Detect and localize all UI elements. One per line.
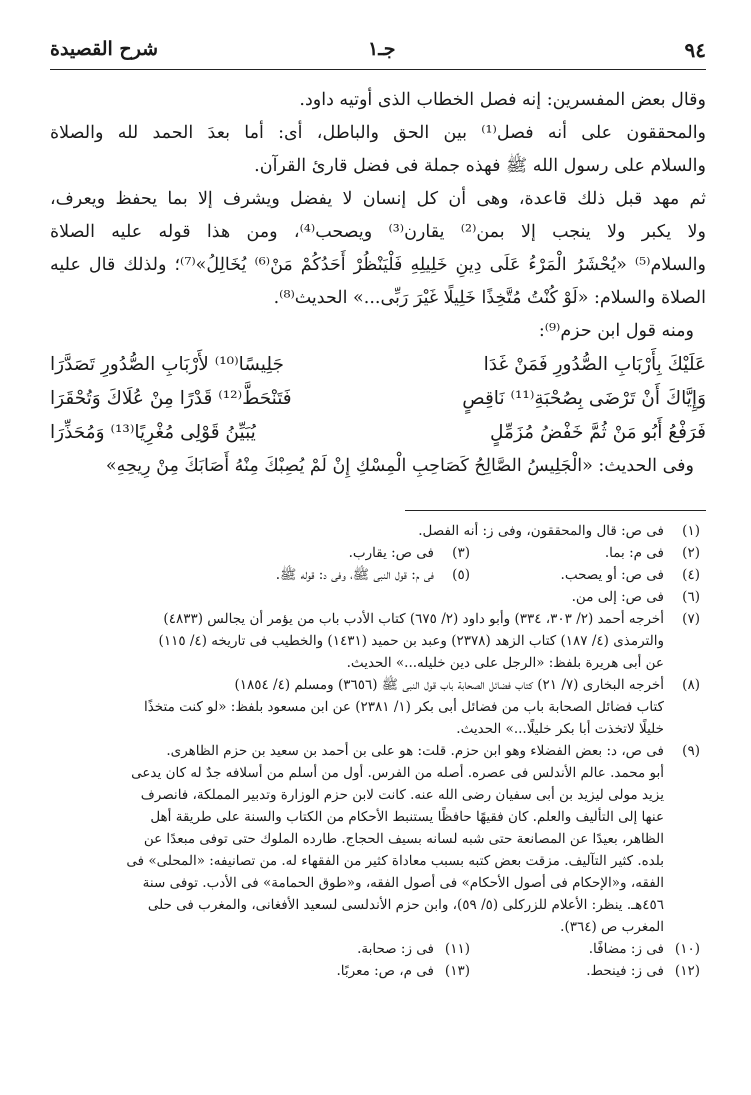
footnote-line: عنها إلى التأليف والعلم. كان فقيهًا حافظًا يستنبط الأحكام من الكتاب والسنة على طريقة أهل (150, 809, 664, 825)
poem-verse (50, 382, 706, 416)
footnote-text: فى م، ص: معربًا. (336, 963, 434, 979)
footnote-text: فى ص: إلى من. (571, 589, 664, 605)
footnote-line: ٤٥٦هـ. ينظر: الأعلام للزركلى (٥/ ٥٩)، وابن حزم الأندلسى لسعيد الأفغانى، والمغرب فى حلى (147, 897, 664, 913)
footnotes (36, 520, 700, 982)
footnote-number: (٢) (682, 545, 700, 561)
footnote-number: (١١) (444, 941, 470, 957)
footnote-line: فى ص، د: بعض الفضلاء وهو ابن حزم. قلت: هو على بن أحمد بن سعيد بن حزم الظاهرى. (166, 743, 664, 759)
verse-second-hemistich: جَلِيسًا⁽¹⁰⁾ لأَرْبَابِ الصُّدُورِ تَصَدَّرَا (50, 354, 284, 375)
footnote-number: (٧) (682, 611, 700, 627)
footnote-number: (٩) (682, 743, 700, 759)
footnote-number: (١٢) (674, 963, 700, 979)
body-line: والسلام على رسول الله ﷺ فهذه جملة فى فضل قارئ القرآن. (254, 156, 706, 176)
footnote-text: فى ص: يقارب. (348, 545, 434, 561)
body-line: الصلاة والسلام: «لَوْ كُنْتُ مُتَّخِذًا خَلِيلًا غَيْرَ رَبِّى...» الحديث⁽⁸⁾. (273, 288, 706, 308)
footnote-line: المغرب ص (٣٦٤). (560, 919, 664, 935)
footnote-text: فى ز: مضافًا. (588, 941, 664, 957)
footnote (36, 520, 700, 542)
footnote (240, 960, 470, 982)
footnote-text: فى م: قول النبى ﷺ، وفى د: قوله ﷺ. (275, 567, 434, 583)
footnote-line: أخرجه البخارى (٧/ ٢١) كتاب فضائل الصحابة باب قول النبى ﷺ (٣٦٥٦) ومسلم (٤/ ١٨٥٤) (234, 677, 664, 693)
footnote-text: فى ز: فينحط. (586, 963, 664, 979)
body-line: وقال بعض المفسرين: إنه فصل الخطاب الذى أوتيه داود. (299, 90, 706, 110)
footnote-number: (٨) (682, 677, 700, 693)
footnote-pair (36, 960, 700, 982)
volume-part: جـ١ (368, 38, 396, 60)
footnote-separator (405, 510, 706, 511)
footnote-pair (36, 542, 700, 564)
footnote (240, 542, 470, 564)
footnote (36, 674, 700, 740)
body-line: وفى الحديث: «الْجَلِيسُ الصَّالِحُ كَصَاحِبِ الْمِسْكِ إِنْ لَمْ يُصِبْكَ مِنْهُ أَصَابَكَ مِنْ رِيحِهِ» (105, 456, 694, 476)
footnote (470, 960, 700, 982)
footnote-text: فى ز: صحابة. (357, 941, 434, 957)
footnote-line: والترمذى (٤/ ١٨٧) كتاب الزهد (٢٣٧٨) وعبد بن حميد (١٤٣١) والخطيب فى تاريخه (٤/ ١١٥) (158, 633, 664, 649)
header-rule (50, 69, 706, 70)
footnote (36, 586, 700, 608)
footnote-number: (٦) (682, 589, 700, 605)
verse-second-hemistich: يُبَيِّنُ قَوْلِى مُغْرِيًا⁽¹³⁾ وَمُحَذِّرَا (50, 422, 256, 443)
footnote (470, 542, 700, 564)
footnote-number: (٤) (682, 567, 700, 583)
footnote-line: أخرجه أحمد (٢/ ٣٠٣، ٣٣٤) وأبو داود (٢/ ٦٧٥) كتاب الأدب باب من يؤمر أن يجالس (٤٨٣٣) (163, 611, 664, 627)
footnote-text: فى م: بما. (604, 545, 664, 561)
footnote-number: (١) (682, 523, 700, 539)
body-line: والمحققون على أنه فصل⁽¹⁾ بين الحق والباطل، أى: أما بعدَ الحمد لله والصلاة (50, 123, 706, 143)
body-line: ولا يكبر ولا ينجب إلا بمن⁽²⁾ يقارن⁽³⁾ ويصحب⁽⁴⁾، ومن هذا قوله عليه الصلاة (50, 222, 706, 242)
footnote-text (36, 674, 664, 740)
footnote-line: الفقه، و«الإحكام فى أصول الأحكام» فى أصول الفقه، و«طوق الحمامة» فى الأدب. توفى سنة (142, 875, 664, 891)
footnote (70, 564, 470, 586)
running-title: شرح القصيدة (50, 38, 159, 60)
footnote-text (36, 740, 664, 938)
footnote-pair (36, 938, 700, 960)
poem-verse (50, 348, 706, 382)
footnote (36, 608, 700, 674)
footnote (36, 740, 700, 938)
footnote-text: فى ص: أو يصحب. (560, 567, 664, 583)
poem-verse (50, 416, 706, 450)
verse-first-hemistich: عَلَيْكَ بِأَرْبَابِ الصُّدُورِ فَمَنْ غَدَا (483, 354, 706, 375)
footnote-number: (٥) (452, 567, 470, 583)
footnote (240, 938, 470, 960)
footnote-line: بلده. كثير التآليف. مزقت بعض كتبه بسبب معاداة كثير من الفقهاء له. من تصانيفه: «المحلى» فى (126, 853, 664, 869)
footnote-pair (36, 564, 700, 586)
footnote-line: كتاب فضائل الصحابة باب من فضائل أبى بكر (١/ ٢٣٨١) عن ابن مسعود بلفظ: «لو كنت متخذًا (143, 699, 664, 715)
footnote (470, 564, 700, 586)
footnote (470, 938, 700, 960)
running-header (50, 36, 706, 70)
footnote-line: أبو محمد. عالم الأندلس فى عصره. أصله من الفرس. أول من أسلم من أسلافه جدٌ له كان يدعى (131, 765, 664, 781)
verse-first-hemistich: فَرَفْعُ أَبُو مَنْ ثُمَّ خَفْضُ مُزَمِّلٍ (490, 422, 706, 443)
verse-first-hemistich: وَإِيَّاكَ أَنْ تَرْضَى بِصُحْبَةِ⁽¹¹⁾ نَاقِصٍ (462, 388, 706, 409)
body-line: ثم مهد قبل ذلك قاعدة، وهى أن كل إنسان لا يفضل ويشرف إلا بما يحفظ ويعرف، (50, 189, 706, 209)
main-text (50, 84, 706, 483)
footnote-text (36, 608, 664, 674)
footnote-number: (١٣) (444, 963, 470, 979)
body-line: ومنه قول ابن حزم⁽⁹⁾: (538, 321, 694, 341)
footnote-line: خليلًا لاتخذت أبا بكر خليلًا...» الحديث. (456, 721, 664, 737)
page-number: ٩٤ (684, 38, 706, 62)
verse-second-hemistich: فَتَنْحَطَّ⁽¹²⁾ قَدْرًا مِنْ عُلَاكَ وَتُحْقَرَا (50, 388, 292, 409)
footnote-line: عن أبى هريرة بلفظ: «الرجل على دين خليله...» الحديث. (346, 655, 664, 671)
footnote-text: فى ص: قال والمحققون، وفى ز: أنه الفصل. (418, 523, 664, 539)
footnote-number: (١٠) (674, 941, 700, 957)
footnote-number: (٣) (452, 545, 470, 561)
footnote-line: يزيد مولى ليزيد بن أبى سفيان رضى الله عنه. كانت لابن حزم الوزارة وتدبير المملكة، فانصرف (140, 787, 664, 803)
footnote-line: الظاهر، بعيدًا عن المصانعة حتى شبه لسانه بسيف الحجاج. طارده الملوك حتى توفى مبعدًا عن (143, 831, 664, 847)
body-line: والسلام⁽⁵⁾ «يُحْشَرُ الْمَرْءُ عَلَى دِينِ خَلِيلِهِ فَلْيَنْظُرْ أَحَدُكُمْ مَنْ⁽⁶⁾ يُخَالِلُ»⁽⁷⁾؛ ولذلك قال عليه (50, 255, 706, 275)
